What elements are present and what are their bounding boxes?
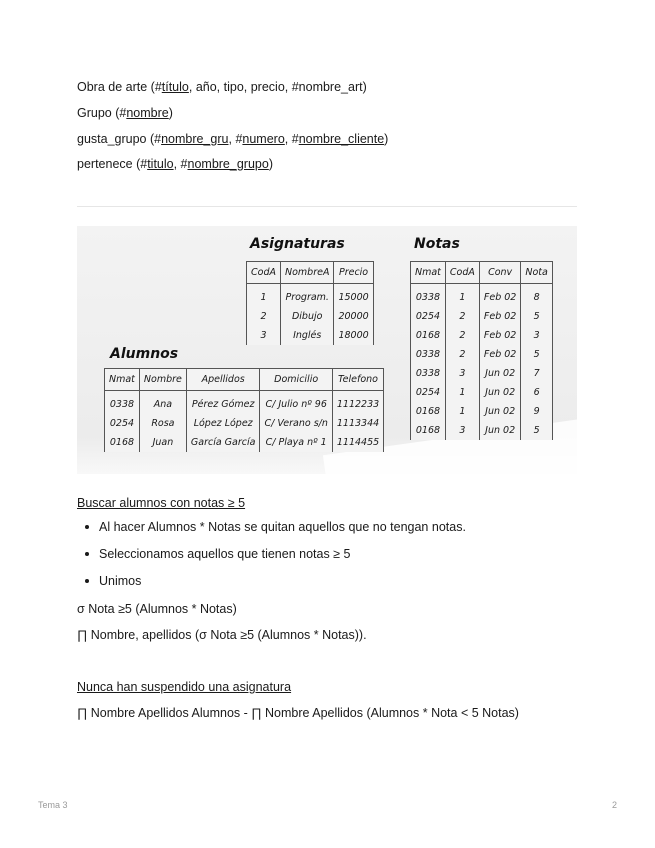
table-cell: Pérez Gómez — [186, 391, 260, 415]
table-cell: 0168 — [105, 433, 140, 452]
table-cell: 1 — [445, 284, 479, 308]
table-row — [411, 383, 553, 402]
table-cell: 2 — [445, 345, 479, 364]
schema-line-pertenece: pertenece (#titulo, #nombre_grupo) — [77, 157, 273, 171]
notas-title: Notas — [414, 236, 460, 252]
table-cell: 1113344 — [332, 414, 383, 433]
table-cell: 20000 — [334, 307, 373, 326]
table-row — [105, 414, 384, 433]
column-header: Nombre — [139, 369, 186, 391]
table-cell: Jun 02 — [479, 421, 520, 440]
table-header-row — [411, 262, 553, 284]
alumnos-title: Alumnos — [110, 346, 179, 362]
table-cell: García García — [186, 433, 260, 452]
difference-expression: ∏ Nombre Apellidos Alumnos - ∏ Nombre Apellidos (Alumnos * Nota < 5 Notas) — [77, 706, 519, 720]
table-cell: 0254 — [105, 414, 140, 433]
table-row — [411, 402, 553, 421]
database-tables-figure — [77, 226, 577, 474]
table-cell: 5 — [521, 421, 552, 440]
notas-table — [410, 261, 553, 440]
table-cell: C/ Playa nº 1 — [260, 433, 332, 452]
table-cell: 3 — [247, 326, 281, 345]
table-row — [411, 421, 553, 440]
table-row — [247, 284, 374, 308]
table-cell: 3 — [445, 421, 479, 440]
table-cell: 0254 — [411, 307, 446, 326]
table-row — [411, 284, 553, 308]
table-cell: Feb 02 — [479, 345, 520, 364]
table-header-row — [105, 369, 384, 391]
list-item: Unimos — [77, 573, 466, 600]
column-header: Conv — [479, 262, 520, 284]
table-cell: 1114455 — [332, 433, 383, 452]
asignaturas-table — [246, 261, 374, 345]
table-cell: 1 — [247, 284, 281, 308]
table-cell: 0338 — [411, 345, 446, 364]
table-header-row — [247, 262, 374, 284]
table-cell: 1 — [445, 402, 479, 421]
table-row — [247, 307, 374, 326]
table-cell: C/ Julio nº 96 — [260, 391, 332, 415]
table-row — [411, 345, 553, 364]
footer-section-label: Tema 3 — [38, 800, 68, 810]
table-cell: 3 — [521, 326, 552, 345]
section-heading-notas: Buscar alumnos con notas ≥ 5 — [77, 496, 246, 510]
table-cell: 8 — [521, 284, 552, 308]
column-header: Domicilio — [260, 369, 332, 391]
list-item: Al hacer Alumnos * Notas se quitan aquellos que no tengan notas. — [77, 519, 466, 546]
schema-line-gusta-grupo: gusta_grupo (#nombre_gru, #numero, #nombre_cliente) — [77, 132, 389, 146]
table-cell: 5 — [521, 345, 552, 364]
column-header: Precio — [334, 262, 373, 284]
table-cell: 0168 — [411, 421, 446, 440]
table-cell: 2 — [445, 307, 479, 326]
table-row — [247, 326, 374, 345]
bullet-list — [77, 519, 466, 600]
table-row — [411, 307, 553, 326]
divider — [77, 206, 577, 207]
table-cell: Feb 02 — [479, 307, 520, 326]
table-cell: 0168 — [411, 402, 446, 421]
table-cell: Feb 02 — [479, 326, 520, 345]
table-cell: Rosa — [139, 414, 186, 433]
table-cell: Dibujo — [280, 307, 333, 326]
table-cell: 2 — [445, 326, 479, 345]
section-heading-suspendido: Nunca han suspendido una asignatura — [77, 680, 292, 694]
alumnos-table — [104, 368, 384, 452]
table-cell: Inglés — [280, 326, 333, 345]
selection-expression: σ Nota ≥5 (Alumnos * Notas) — [77, 602, 237, 616]
table-cell: 18000 — [334, 326, 373, 345]
table-row — [105, 433, 384, 452]
column-header: Nmat — [105, 369, 140, 391]
column-header: Nota — [521, 262, 552, 284]
column-header: Apellidos — [186, 369, 260, 391]
table-row — [411, 364, 553, 383]
table-cell: Juan — [139, 433, 186, 452]
column-header: Nmat — [411, 262, 446, 284]
table-cell: 0338 — [411, 284, 446, 308]
column-header: Telefono — [332, 369, 383, 391]
table-cell: López López — [186, 414, 260, 433]
column-header: CodA — [247, 262, 281, 284]
table-cell: 6 — [521, 383, 552, 402]
table-cell: 0254 — [411, 383, 446, 402]
table-cell: C/ Verano s/n — [260, 414, 332, 433]
table-cell: 15000 — [334, 284, 373, 308]
schema-line-obra: Obra de arte (#título, año, tipo, precio, #nombre_art) — [77, 80, 367, 94]
table-row — [411, 326, 553, 345]
column-header: NombreA — [280, 262, 333, 284]
table-cell: 0338 — [411, 364, 446, 383]
table-cell: Program. — [280, 284, 333, 308]
projection-expression: ∏ Nombre, apellidos (σ Nota ≥5 (Alumnos * Notas)). — [77, 628, 367, 642]
table-cell: Jun 02 — [479, 383, 520, 402]
table-cell: 0338 — [105, 391, 140, 415]
column-header: CodA — [445, 262, 479, 284]
table-cell: Ana — [139, 391, 186, 415]
list-item: Seleccionamos aquellos que tienen notas ≥ 5 — [77, 546, 466, 573]
table-cell: Feb 02 — [479, 284, 520, 308]
table-cell: 7 — [521, 364, 552, 383]
table-row — [105, 391, 384, 415]
table-cell: 2 — [247, 307, 281, 326]
table-cell: 5 — [521, 307, 552, 326]
table-cell: 1112233 — [332, 391, 383, 415]
page-number: 2 — [611, 800, 617, 810]
table-cell: 0168 — [411, 326, 446, 345]
table-cell: 3 — [445, 364, 479, 383]
table-cell: Jun 02 — [479, 364, 520, 383]
table-cell: 9 — [521, 402, 552, 421]
table-cell: Jun 02 — [479, 402, 520, 421]
table-cell: 1 — [445, 383, 479, 402]
asignaturas-title: Asignaturas — [250, 236, 345, 252]
schema-line-grupo: Grupo (#nombre) — [77, 106, 173, 120]
